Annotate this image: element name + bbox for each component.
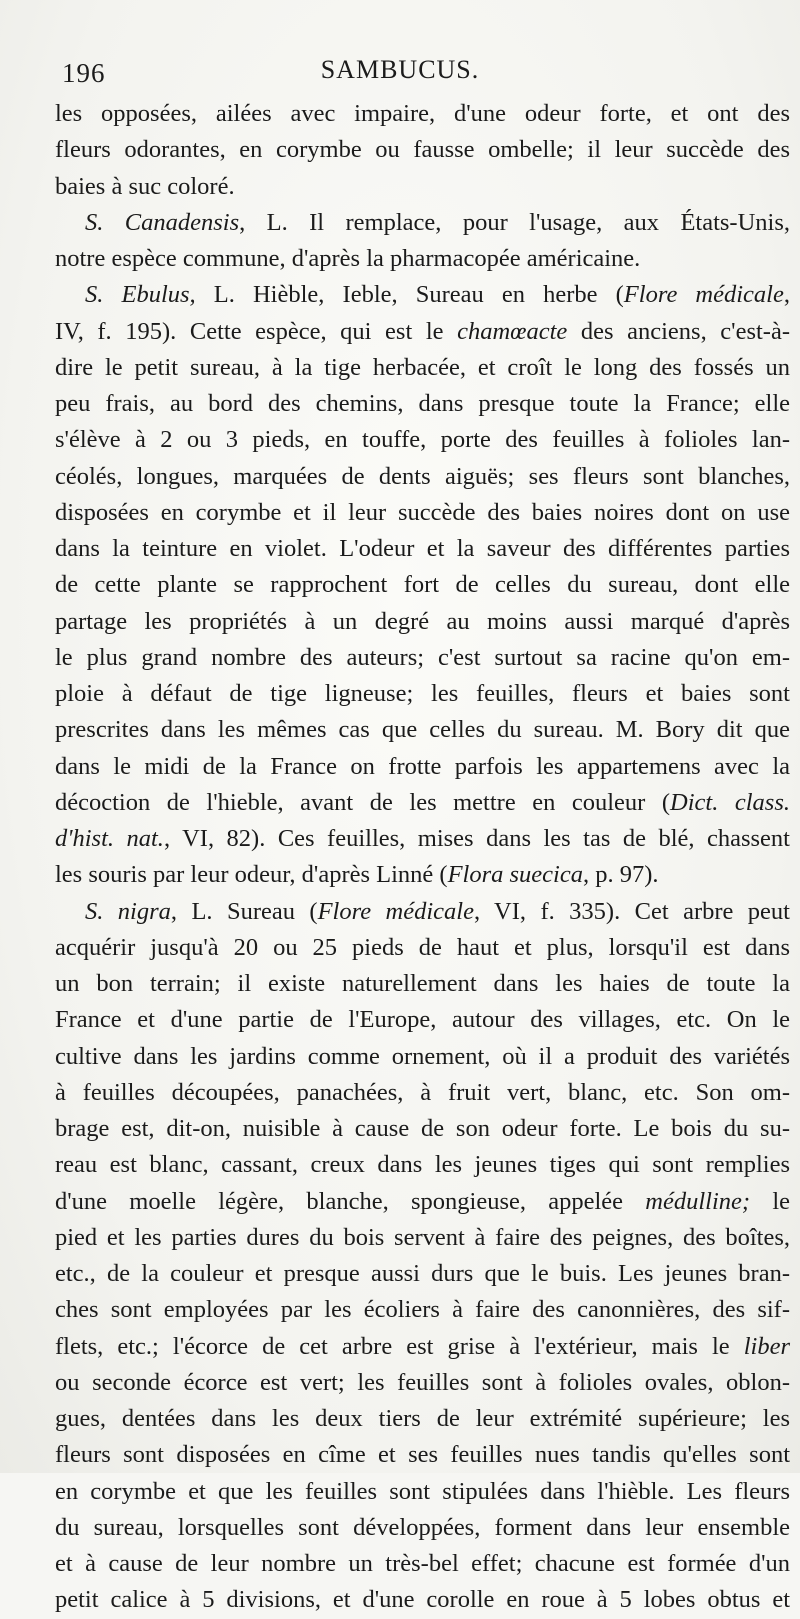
text-span: un bon terrain; il existe naturellement dans les haies de toute la (55, 970, 790, 997)
text-span: fleurs odorantes, en corymbe ou fausse ombelle; il leur succède des (55, 136, 790, 164)
text-line (55, 314, 790, 350)
text-line (55, 1510, 790, 1546)
text-span: d'une moelle légère, blanche, spongieuse, appelée (55, 1187, 646, 1215)
text-span: petit calice à 5 divisions, et d'une corolle en roue à 5 lobes obtus et (55, 1586, 790, 1614)
text-line (55, 676, 790, 712)
text-span: peu frais, au bord des chemins, dans presque toute la France; elle (55, 390, 790, 417)
text-line (55, 857, 790, 893)
body-text (55, 96, 790, 1619)
text-span: le plus grand nombre des auteurs; c'est surtout sa racine qu'on em- (55, 643, 790, 671)
text-span: reau est blanc, cassant, creux dans les jeunes tiges qui sont remplies (55, 1151, 790, 1179)
text-span: dans le midi de la France on frotte parfois les appartemens avec la (55, 752, 790, 780)
text-line (55, 1147, 790, 1183)
text-span: , VI, f. 335). Cet arbre peut (473, 897, 790, 925)
text-span: en corymbe et que les feuilles sont stipulées dans l'hièble. Les fleurs (55, 1477, 790, 1505)
text-line (55, 640, 790, 676)
text-span: décoction de l'hieble, avant de les mettre en couleur ( (55, 788, 671, 816)
text-line (55, 712, 790, 748)
text-span: cultive dans les jardins comme ornement, où il a produit des variétés (55, 1042, 790, 1070)
text-span: céolés, longues, marquées de dents aiguës; ses fleurs sont blanches, (55, 462, 790, 490)
text-line (55, 966, 790, 1002)
text-span: , (783, 281, 790, 309)
text-line (55, 821, 790, 857)
italic-span: Flora suecica (447, 861, 583, 889)
text-line (55, 169, 790, 205)
text-line (55, 422, 790, 458)
text-line (55, 785, 790, 821)
text-span: des anciens, c'est-à- (567, 317, 790, 345)
text-span: flets, etc.; l'écorce de cet arbre est grise à l'extérieur, mais le (55, 1332, 744, 1360)
text-line (55, 1546, 790, 1582)
text-span: France et d'une partie de l'Europe, autour des villages, etc. On le (55, 1006, 790, 1034)
text-span: fleurs sont disposées en cîme et ses feuilles nues tandis qu'elles sont (55, 1441, 790, 1469)
italic-span: médulline; (645, 1187, 751, 1215)
text-line (55, 205, 790, 241)
text-span: ou seconde écorce est vert; les feuilles sont à folioles ovales, oblon- (55, 1368, 790, 1396)
text-line (55, 894, 790, 930)
text-span: dans la teinture en violet. L'odeur et la saveur des différentes parties (55, 535, 790, 562)
text-span: et à cause de leur nombre un très-bel effet; chacune est formée d'un (55, 1550, 790, 1577)
text-span: s'élève à 2 ou 3 pieds, en touffe, porte des feuilles à folioles lan- (55, 426, 790, 454)
text-span: , VI, 82). Ces feuilles, mises dans les tas de blé, chassent (163, 825, 790, 852)
text-line (55, 495, 790, 531)
text-line (55, 604, 790, 640)
text-span: prescrites dans les mêmes cas que celles du sureau. M. Bory dit que (55, 716, 790, 744)
text-line (55, 1474, 790, 1510)
text-line (55, 1401, 790, 1437)
text-span: les souris par leur odeur, d'après Linné ( (55, 861, 448, 889)
text-line (55, 1365, 790, 1401)
text-span: partage les propriétés à un degré au moins aussi marqué d'après (55, 607, 790, 635)
text-span: notre espèce commune, d'après la pharmacopée américaine. (55, 245, 641, 272)
text-line (55, 567, 790, 603)
text-line (55, 277, 790, 313)
italic-span: S. Canadensis (85, 208, 240, 236)
text-span: pied et les parties dures du bois servent à faire des peignes, des boîtes, (55, 1223, 790, 1251)
italic-span: chamœacte (457, 317, 568, 345)
text-line (55, 1437, 790, 1473)
text-span: brage est, dit-on, nuisible à cause de son odeur forte. Le bois du su- (55, 1115, 790, 1142)
text-span: gues, dentées dans les deux tiers de leur extrémité supérieure; les (55, 1405, 790, 1432)
text-line (55, 1256, 790, 1292)
text-line (55, 241, 790, 277)
text-span: , p. 97). (583, 861, 659, 889)
italic-span: d'hist. nat. (55, 825, 164, 852)
text-span: acquérir jusqu'à 20 ou 25 pieds de haut et plus, lorsqu'il est dans (55, 933, 790, 961)
page-number: 196 (62, 58, 106, 88)
text-line (55, 930, 790, 966)
text-line (55, 350, 790, 386)
text-line (55, 1075, 790, 1111)
text-span: du sureau, lorsquelles sont développées, forment dans leur ensemble (55, 1513, 790, 1541)
text-line (55, 1039, 790, 1075)
italic-span: Flore médicale (623, 281, 784, 309)
text-span: le (750, 1187, 790, 1215)
text-span: de cette plante se rapprochent fort de celles du sureau, dont elle (55, 571, 790, 599)
running-head: SAMBUCUS. (320, 55, 480, 84)
text-span: ploie à défaut de tige ligneuse; les feuilles, fleurs et baies sont (55, 680, 790, 707)
text-span: les opposées, ailées avec impaire, d'une odeur forte, et ont des (55, 100, 790, 127)
text-line (55, 531, 790, 567)
text-line (55, 1184, 790, 1220)
text-span: L. Hièble, Ieble, Sureau en herbe ( (195, 281, 624, 309)
text-line (55, 1220, 790, 1256)
italic-span: liber (743, 1332, 790, 1360)
text-span: à feuilles découpées, panachées, à fruit vert, blanc, etc. Son om- (55, 1078, 790, 1106)
italic-span: Flore médicale (317, 897, 474, 925)
text-span: IV, f. 195). Cette espèce, qui est le (55, 317, 458, 345)
text-line (55, 386, 790, 422)
text-line (55, 749, 790, 785)
text-span: ches sont employées par les écoliers à faire des canonnières, des sif- (55, 1296, 790, 1324)
text-line (55, 1002, 790, 1038)
text-span: baies à suc coloré. (55, 172, 235, 200)
text-span: , L. Il remplace, pour l'usage, aux États-Unis, (239, 208, 790, 236)
text-line (55, 1329, 790, 1365)
text-line (55, 1292, 790, 1328)
text-line (55, 132, 790, 168)
text-line (55, 459, 790, 495)
text-span: dire le petit sureau, à la tige herbacée, et croît le long des fossés un (55, 353, 790, 381)
italic-span: S. nigra (85, 897, 171, 925)
text-line (55, 1582, 790, 1618)
text-line (55, 1111, 790, 1147)
italic-span: Dict. class. (670, 788, 790, 816)
italic-span: S. Ebulus, (85, 281, 196, 309)
text-span: , L. Sureau ( (170, 897, 318, 925)
text-line (55, 96, 790, 132)
text-span: disposées en corymbe et il leur succède des baies noires dont on use (55, 498, 790, 526)
text-span: etc., de la couleur et presque aussi durs que le buis. Les jeunes bran- (55, 1260, 790, 1287)
